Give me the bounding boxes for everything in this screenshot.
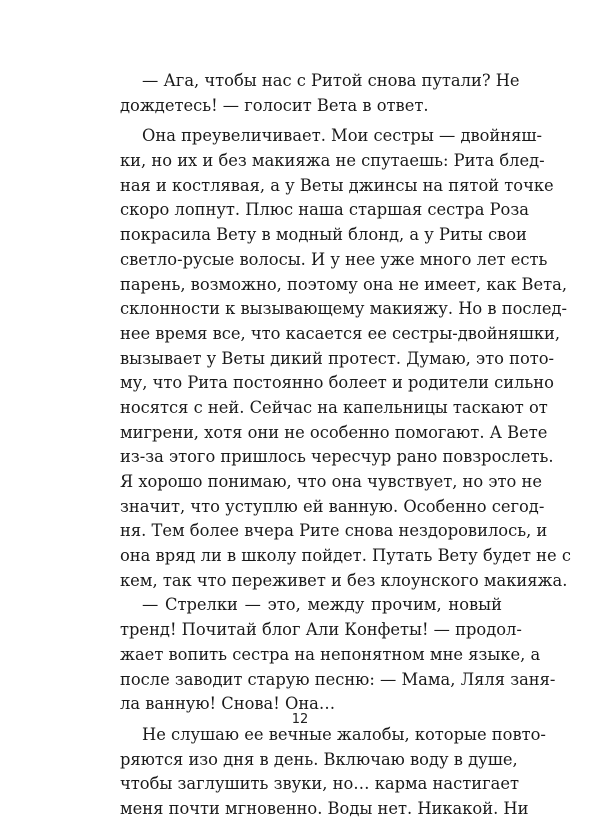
text-line: после заводит старую песню: — Мама, Ляля заня-: [120, 669, 556, 689]
text-line: значит, что уступлю ей ванную. Особенно сегод-: [120, 496, 545, 516]
text-line: скоро лопнут. Плюс наша старшая сестра Роза: [120, 200, 529, 220]
text-line: тренд! Почитай блог Али Конфеты! — продол-: [120, 620, 522, 640]
text-line: склонности к вызывающему макияжу. Но в послед-: [120, 299, 568, 319]
text-line: ряются изо дня в день. Включаю воду в душе,: [120, 749, 518, 769]
paragraph-4: [120, 723, 546, 822]
text-line: Не слушаю ее вечные жалобы, которые повто-: [142, 724, 546, 744]
text-line: парень, возможно, поэтому она не имеет, как Вета,: [120, 274, 568, 294]
page-number: 12: [291, 712, 309, 727]
text-line: она вряд ли в школу пойдет. Путать Вету будет не с: [120, 546, 571, 566]
text-line: Она преувеличивает. Мои сестры — двойняш-: [142, 126, 543, 146]
text-line: кем, так что переживет и без клоунского макияжа.: [120, 570, 568, 590]
text-line: вызывает у Веты дикий протест. Думаю, это пото-: [120, 348, 555, 368]
text-line: — Стрелки — это, между прочим, новый: [142, 595, 502, 615]
text-line: дождетесь! — голосит Вета в ответ.: [120, 95, 429, 115]
text-line: светло-русые волосы. И у нее уже много лет есть: [120, 249, 548, 269]
text-line: ня. Тем более вчера Рите снова нездоровилось, и: [120, 521, 548, 541]
paragraph-2: [120, 124, 571, 593]
text-line: носятся с ней. Сейчас на капельницы таскают от: [120, 397, 548, 417]
text-line: Я хорошо понимаю, что она чувствует, но это не: [120, 472, 542, 491]
text-line: — Ага, чтобы нас с Ритой снова путали? Не: [142, 71, 520, 90]
paragraph-1: [120, 69, 520, 118]
text-line: ла ванную! Снова! Она…: [120, 694, 336, 714]
text-line: из-за этого пришлось чересчур рано повзрослеть.: [120, 447, 554, 467]
text-line: му, что Рита постоянно болеет и родители сильно: [120, 373, 554, 393]
body-text: [120, 69, 571, 822]
text-line: покрасила Вету в модный блонд, а у Риты свои: [120, 225, 527, 245]
text-line: ная и костлявая, а у Веты джинсы на пятой точке: [120, 175, 554, 195]
paragraph-3: [120, 593, 556, 716]
text-line: меня почти мгновенно. Воды нет. Никакой. Ни: [120, 798, 529, 818]
text-line: ки, но их и без макияжа не спутаешь: Рита блед-: [120, 151, 545, 171]
text-line: чтобы заглушить звуки, но… карма настигает: [120, 774, 519, 794]
text-line: мигрени, хотя они не особенно помогают. А Вете: [120, 422, 548, 442]
text-line: нее время все, что касается ее сестры-двойняшки,: [120, 323, 561, 343]
text-line: жает вопить сестра на непонятном мне языке, а: [120, 644, 541, 664]
